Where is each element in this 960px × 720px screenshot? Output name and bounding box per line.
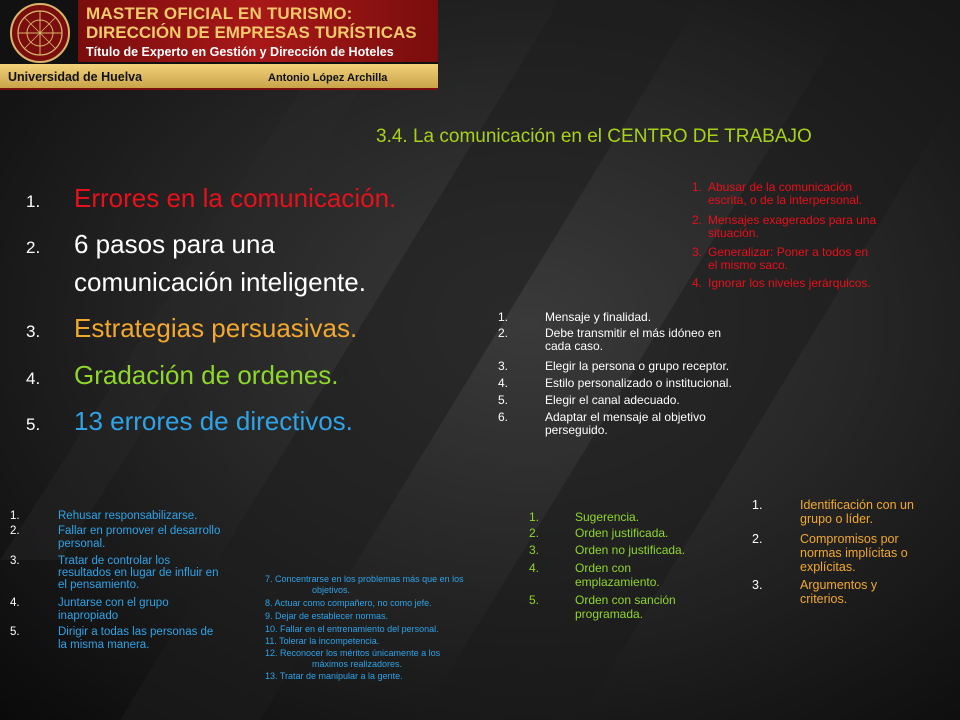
step-item-6: Adaptar el mensaje al objetivo: [545, 410, 706, 424]
director-item-11: 11. Tolerar la incompetencia.: [265, 636, 380, 646]
section-title: 3.4. La comunicación en el CENTRO DE TRABAJO: [376, 126, 812, 147]
persuasive-item-2: Compromisos por: [800, 532, 899, 546]
director-item-13: 13. Tratar de manipular a la gente.: [265, 671, 403, 681]
main-item-label: Errores en la comunicación.: [74, 183, 397, 213]
university-seal-icon: [4, 2, 78, 64]
director-item-4: Juntarse con el grupo: [58, 597, 169, 609]
step-item-4: Estilo personalizado o institucional.: [545, 376, 732, 390]
director-item-10: 10. Fallar en el entrenamiento del personal.: [265, 624, 439, 634]
error-item-2: Mensajes exagerados para una: [708, 213, 877, 227]
banner-subtitle: Título de Experto en Gestión y Dirección de Hoteles: [86, 45, 394, 59]
order-item-2: Orden justificada.: [575, 526, 669, 540]
main-item-label: 13 errores de directivos.: [74, 406, 353, 436]
persuasive-item-3: Argumentos y: [800, 578, 878, 592]
university-name: Universidad de Huelva: [8, 70, 143, 84]
main-item-label: Gradación de ordenes.: [74, 360, 339, 390]
director-item-1: Rehusar responsabilizarse.: [58, 510, 198, 522]
director-item-8: 8. Actuar como compañero, no como jefe.: [265, 598, 432, 608]
order-item-1: Sugerencia.: [575, 510, 640, 524]
step-item-2: Debe transmitir el más idóneo en: [545, 326, 722, 340]
header-banner: [0, 0, 438, 90]
banner-title-line1: MASTER OFICIAL EN TURISMO:: [86, 4, 353, 23]
director-item-7: 7. Concentrarse en los problemas más que en los: [265, 574, 464, 584]
director-item-3: Tratar de controlar los: [58, 555, 171, 567]
error-item-1: Abusar de la comunicación: [708, 180, 853, 194]
error-item-3: Generalizar: Poner a todos en: [708, 245, 869, 259]
director-item-2: Fallar en promover el desarrollo: [58, 525, 221, 537]
order-item-3: Orden no justificada.: [575, 543, 686, 557]
step-item-3: Elegir la persona o grupo receptor.: [545, 359, 730, 373]
director-item-12: 12. Reconocer los méritos únicamente a los: [265, 648, 441, 658]
error-item-4: Ignorar los niveles jerárquicos.: [708, 276, 871, 290]
director-item-9: 9. Dejar de establecer normas.: [265, 611, 389, 621]
step-item-1: Mensaje y finalidad.: [545, 310, 652, 324]
author-name: Antonio López Archilla: [268, 72, 388, 84]
banner-title-line2: DIRECCIÓN DE EMPRESAS TURÍSTICAS: [86, 23, 417, 42]
main-item-label-cont: comunicación inteligente.: [74, 267, 366, 297]
step-item-5: Elegir el canal adecuado.: [545, 393, 680, 407]
main-item-label: Estrategias persuasivas.: [74, 313, 358, 343]
order-item-4: Orden con: [575, 561, 632, 575]
main-item-label: 6 pasos para una: [74, 229, 275, 259]
persuasive-item-1: Identificación con un: [800, 498, 914, 512]
order-item-5: Orden con sanción: [575, 593, 676, 607]
director-item-5: Dirigir a todas las personas de: [58, 626, 214, 638]
